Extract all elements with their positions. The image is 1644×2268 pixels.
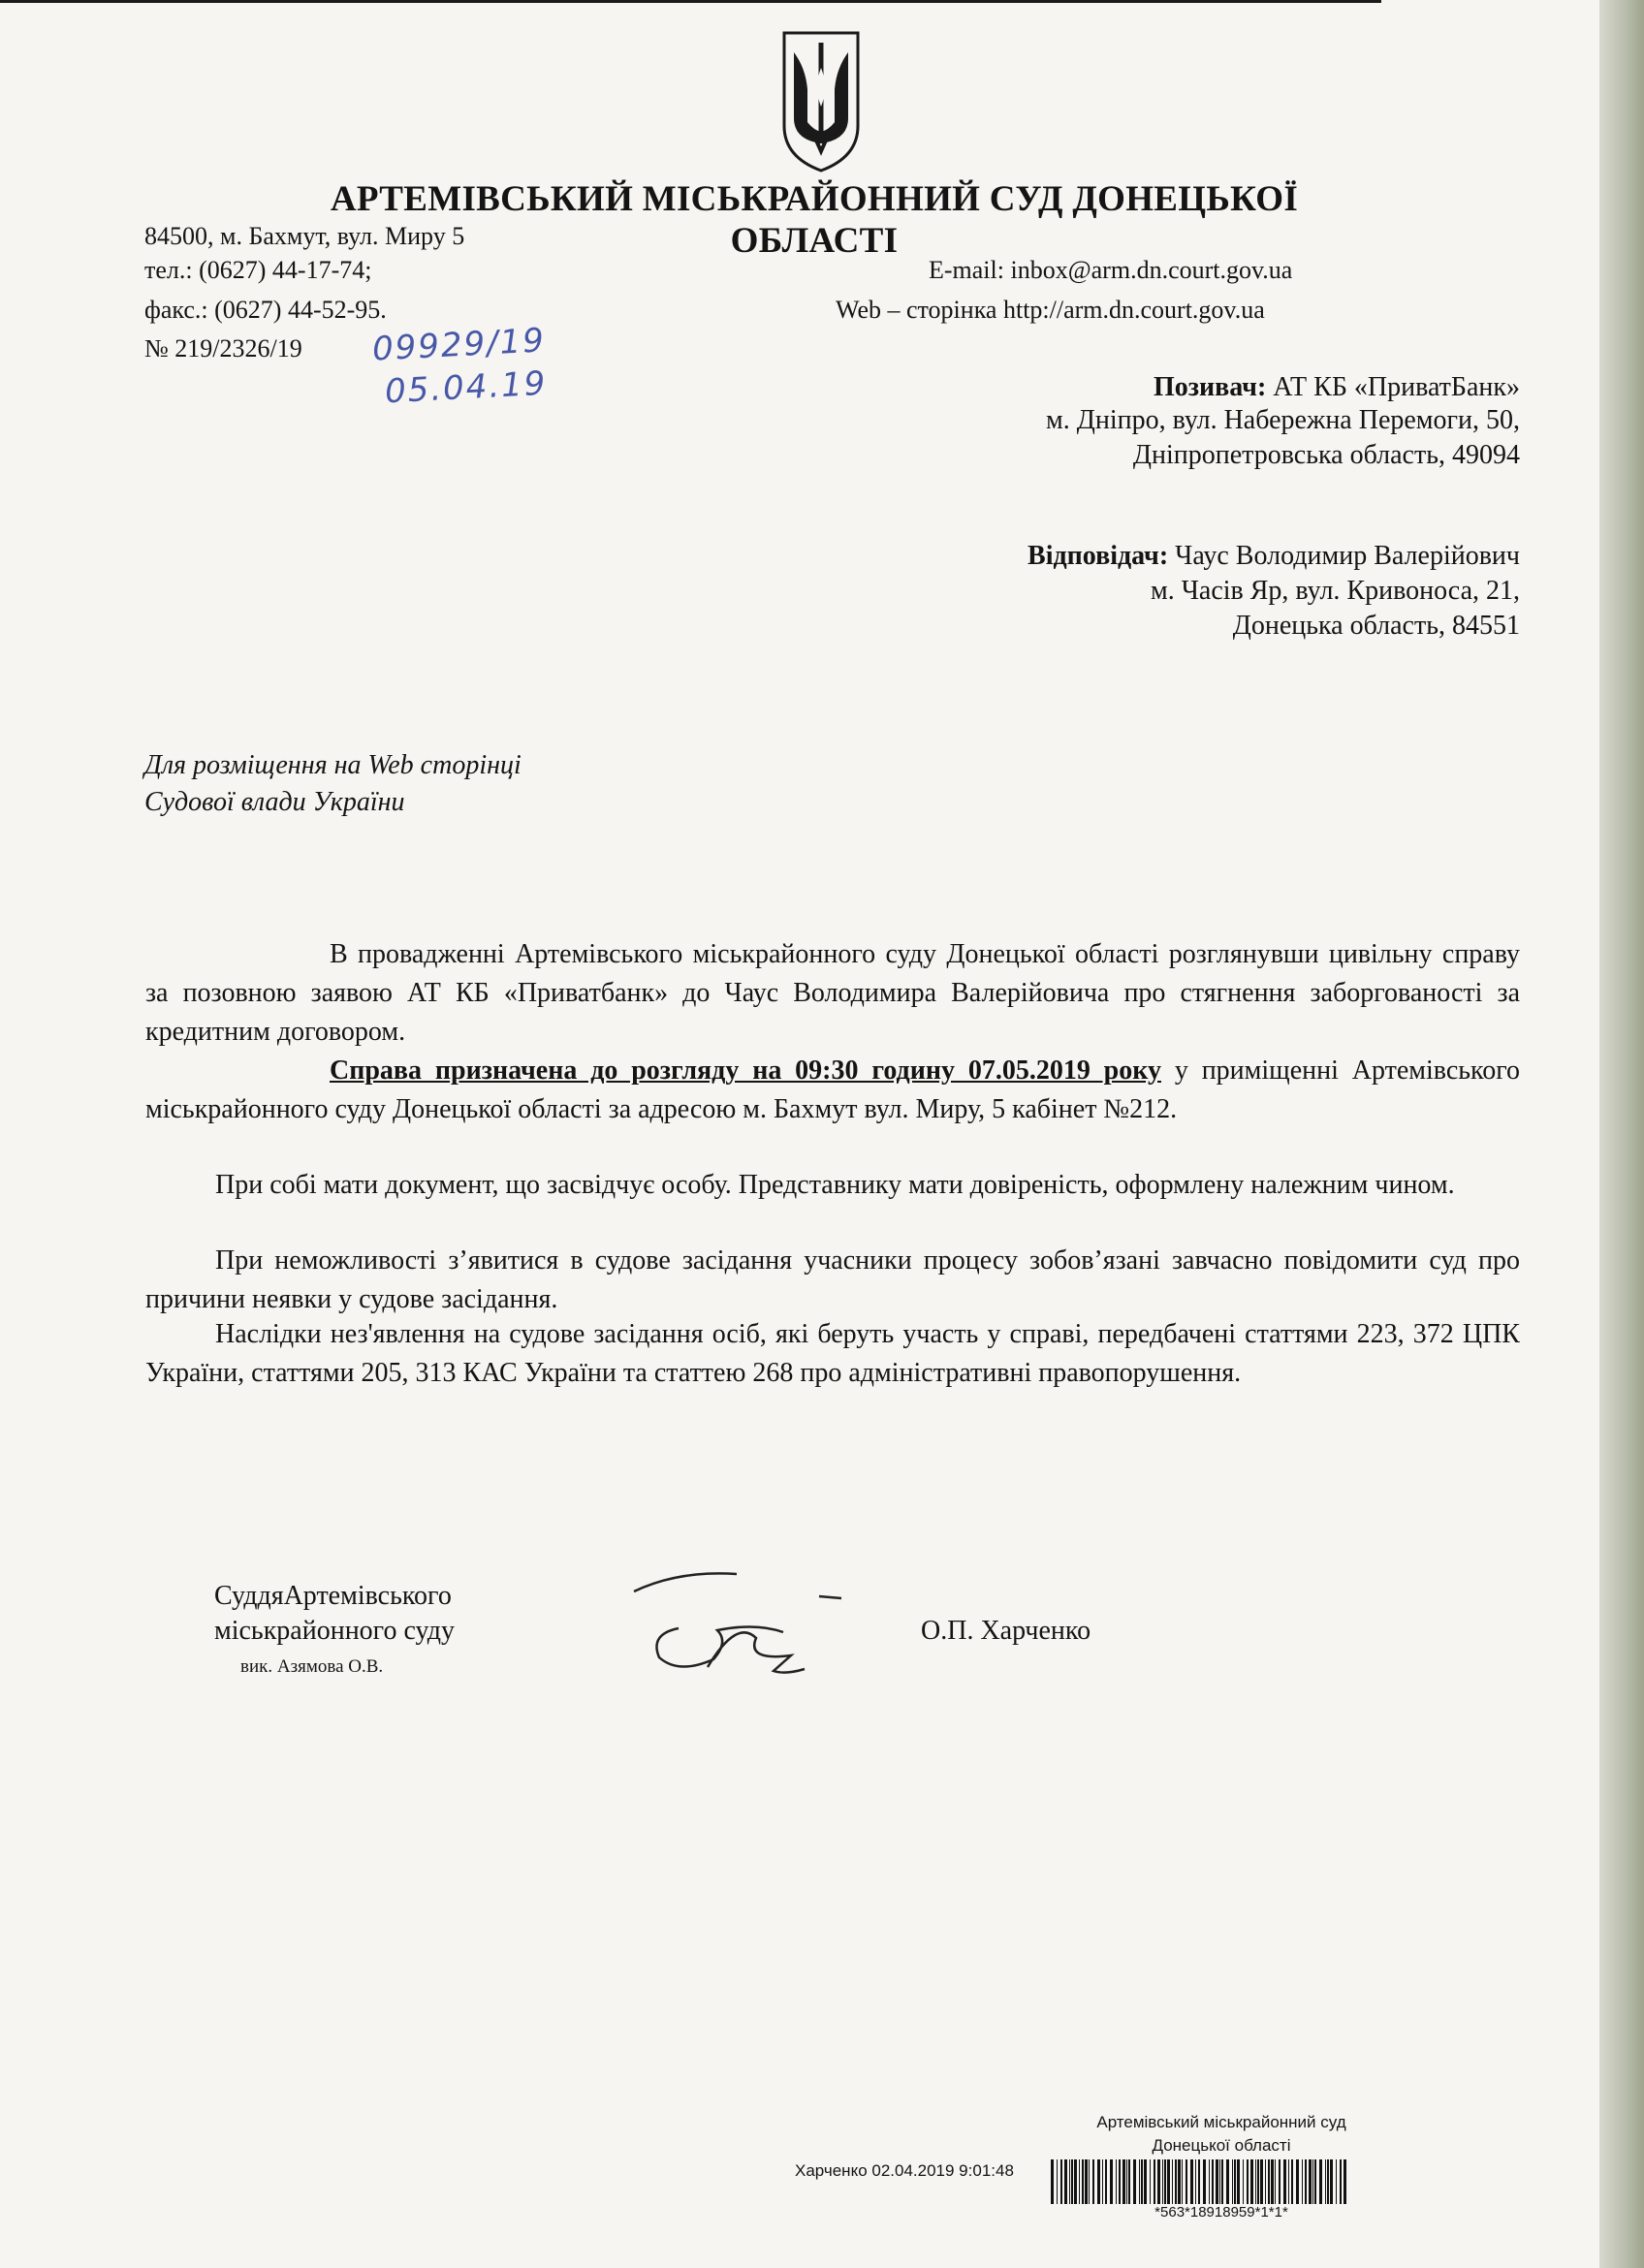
judge-name: О.П. Харченко xyxy=(921,1616,1091,1646)
plaintiff-label: Позивач: xyxy=(1154,372,1267,402)
defendant-label: Відповідач: xyxy=(1028,541,1169,571)
registration-stamp xyxy=(795,2113,1532,2258)
court-address: 84500, м. Бахмут, вул. Миру 5 xyxy=(144,222,465,250)
stamp-court-region: Донецької області xyxy=(1152,2136,1291,2155)
hearing-location: у приміщенні Артемівського міськрайонного суду Донецької області за адресою м. Бахмут вул. Миру, 5 кабінет №212. xyxy=(145,1055,1520,1124)
plaintiff-name: АТ КБ «ПриватБанк» xyxy=(1273,372,1520,402)
stamp-signer-timestamp: Харченко 02.04.2019 9:01:48 xyxy=(795,2161,1014,2180)
court-fax: факс.: (0627) 44-52-95. xyxy=(144,296,387,324)
header-divider xyxy=(0,0,1381,3)
plaintiff-address-1: м. Дніпро, вул. Набережна Перемоги, 50, xyxy=(1046,405,1520,435)
barcode-number: *563*18918959*1*1* xyxy=(1154,2204,1288,2221)
body-paragraph-proceedings: В провадженні Артемівського міськрайонного суду Донецької області розглянувши цивільну справу за позовною заявою АТ КБ «Приватбанк» до Чаус Володимира Валерійовича про стягнення заборгованості за кредитним договором. xyxy=(145,939,1520,1047)
body-paragraph-absence: При неможливості з’явитися в судове засідання учасники процесу зобов’язані завчасно повідомити суд про причини неявки у судове засідання. xyxy=(145,1245,1520,1314)
body-paragraph-documents: При собі мати документ, що засвідчує особу. Представнику мати довіреність, оформлену належним чином. xyxy=(215,1170,1455,1200)
handwritten-signature xyxy=(620,1560,843,1686)
judge-title-line-2: міськрайонного суду xyxy=(214,1616,456,1646)
publication-notice-line-2: Судової влади України xyxy=(144,787,405,817)
executor-name: вик. Азямова О.В. xyxy=(240,1656,384,1677)
defendant-line xyxy=(775,537,1520,576)
body-paragraph-consequences: Наслідки нез'явлення на судове засідання осіб, які беруть участь у справі, передбачені статтями 223, 372 ЦПК України, статтями 205, 313 КАС України та статтею 268 про адміністративні правопорушення. xyxy=(145,1319,1520,1388)
stamp-court-name: Артемівський міськрайонний суд xyxy=(1096,2113,1346,2131)
body-paragraph-hearing xyxy=(145,1052,1520,1129)
court-phone: тел.: (0627) 44-17-74; xyxy=(144,256,372,284)
scan-edge xyxy=(1599,0,1644,2268)
court-email: E-mail: inbox@arm.dn.court.gov.ua xyxy=(929,256,1293,284)
defendant-address-2: Донецька область, 84551 xyxy=(1232,611,1520,641)
handwritten-incoming-number: 09929/19 xyxy=(371,321,547,369)
trident-emblem-icon xyxy=(778,29,864,174)
hearing-date-emphasis: Справа призначена до розгляду на 09:30 годину 07.05.2019 року xyxy=(330,1055,1161,1086)
defendant-name: Чаус Володимир Валерійович xyxy=(1175,541,1520,571)
court-website: Web – сторінка http://arm.dn.court.gov.ua xyxy=(836,296,1265,324)
defendant-address-1: м. Часів Яр, вул. Кривоноса, 21, xyxy=(1150,576,1520,606)
publication-notice-line-1: Для розміщення на Web сторінці xyxy=(144,750,522,780)
handwritten-incoming-date: 05.04.19 xyxy=(384,363,549,412)
plaintiff-address-2: Дніпропетровська область, 49094 xyxy=(1132,440,1520,470)
judge-title-line-1: СуддяАртемівського xyxy=(214,1581,452,1611)
case-number: № 219/2326/19 xyxy=(144,334,302,362)
barcode-icon xyxy=(1051,2159,1351,2204)
court-title: АРТЕМІВСЬКИЙ МІСЬКРАЙОННИЙ СУД ДОНЕЦЬКОЇ ОБЛАСТІ xyxy=(330,179,1299,261)
